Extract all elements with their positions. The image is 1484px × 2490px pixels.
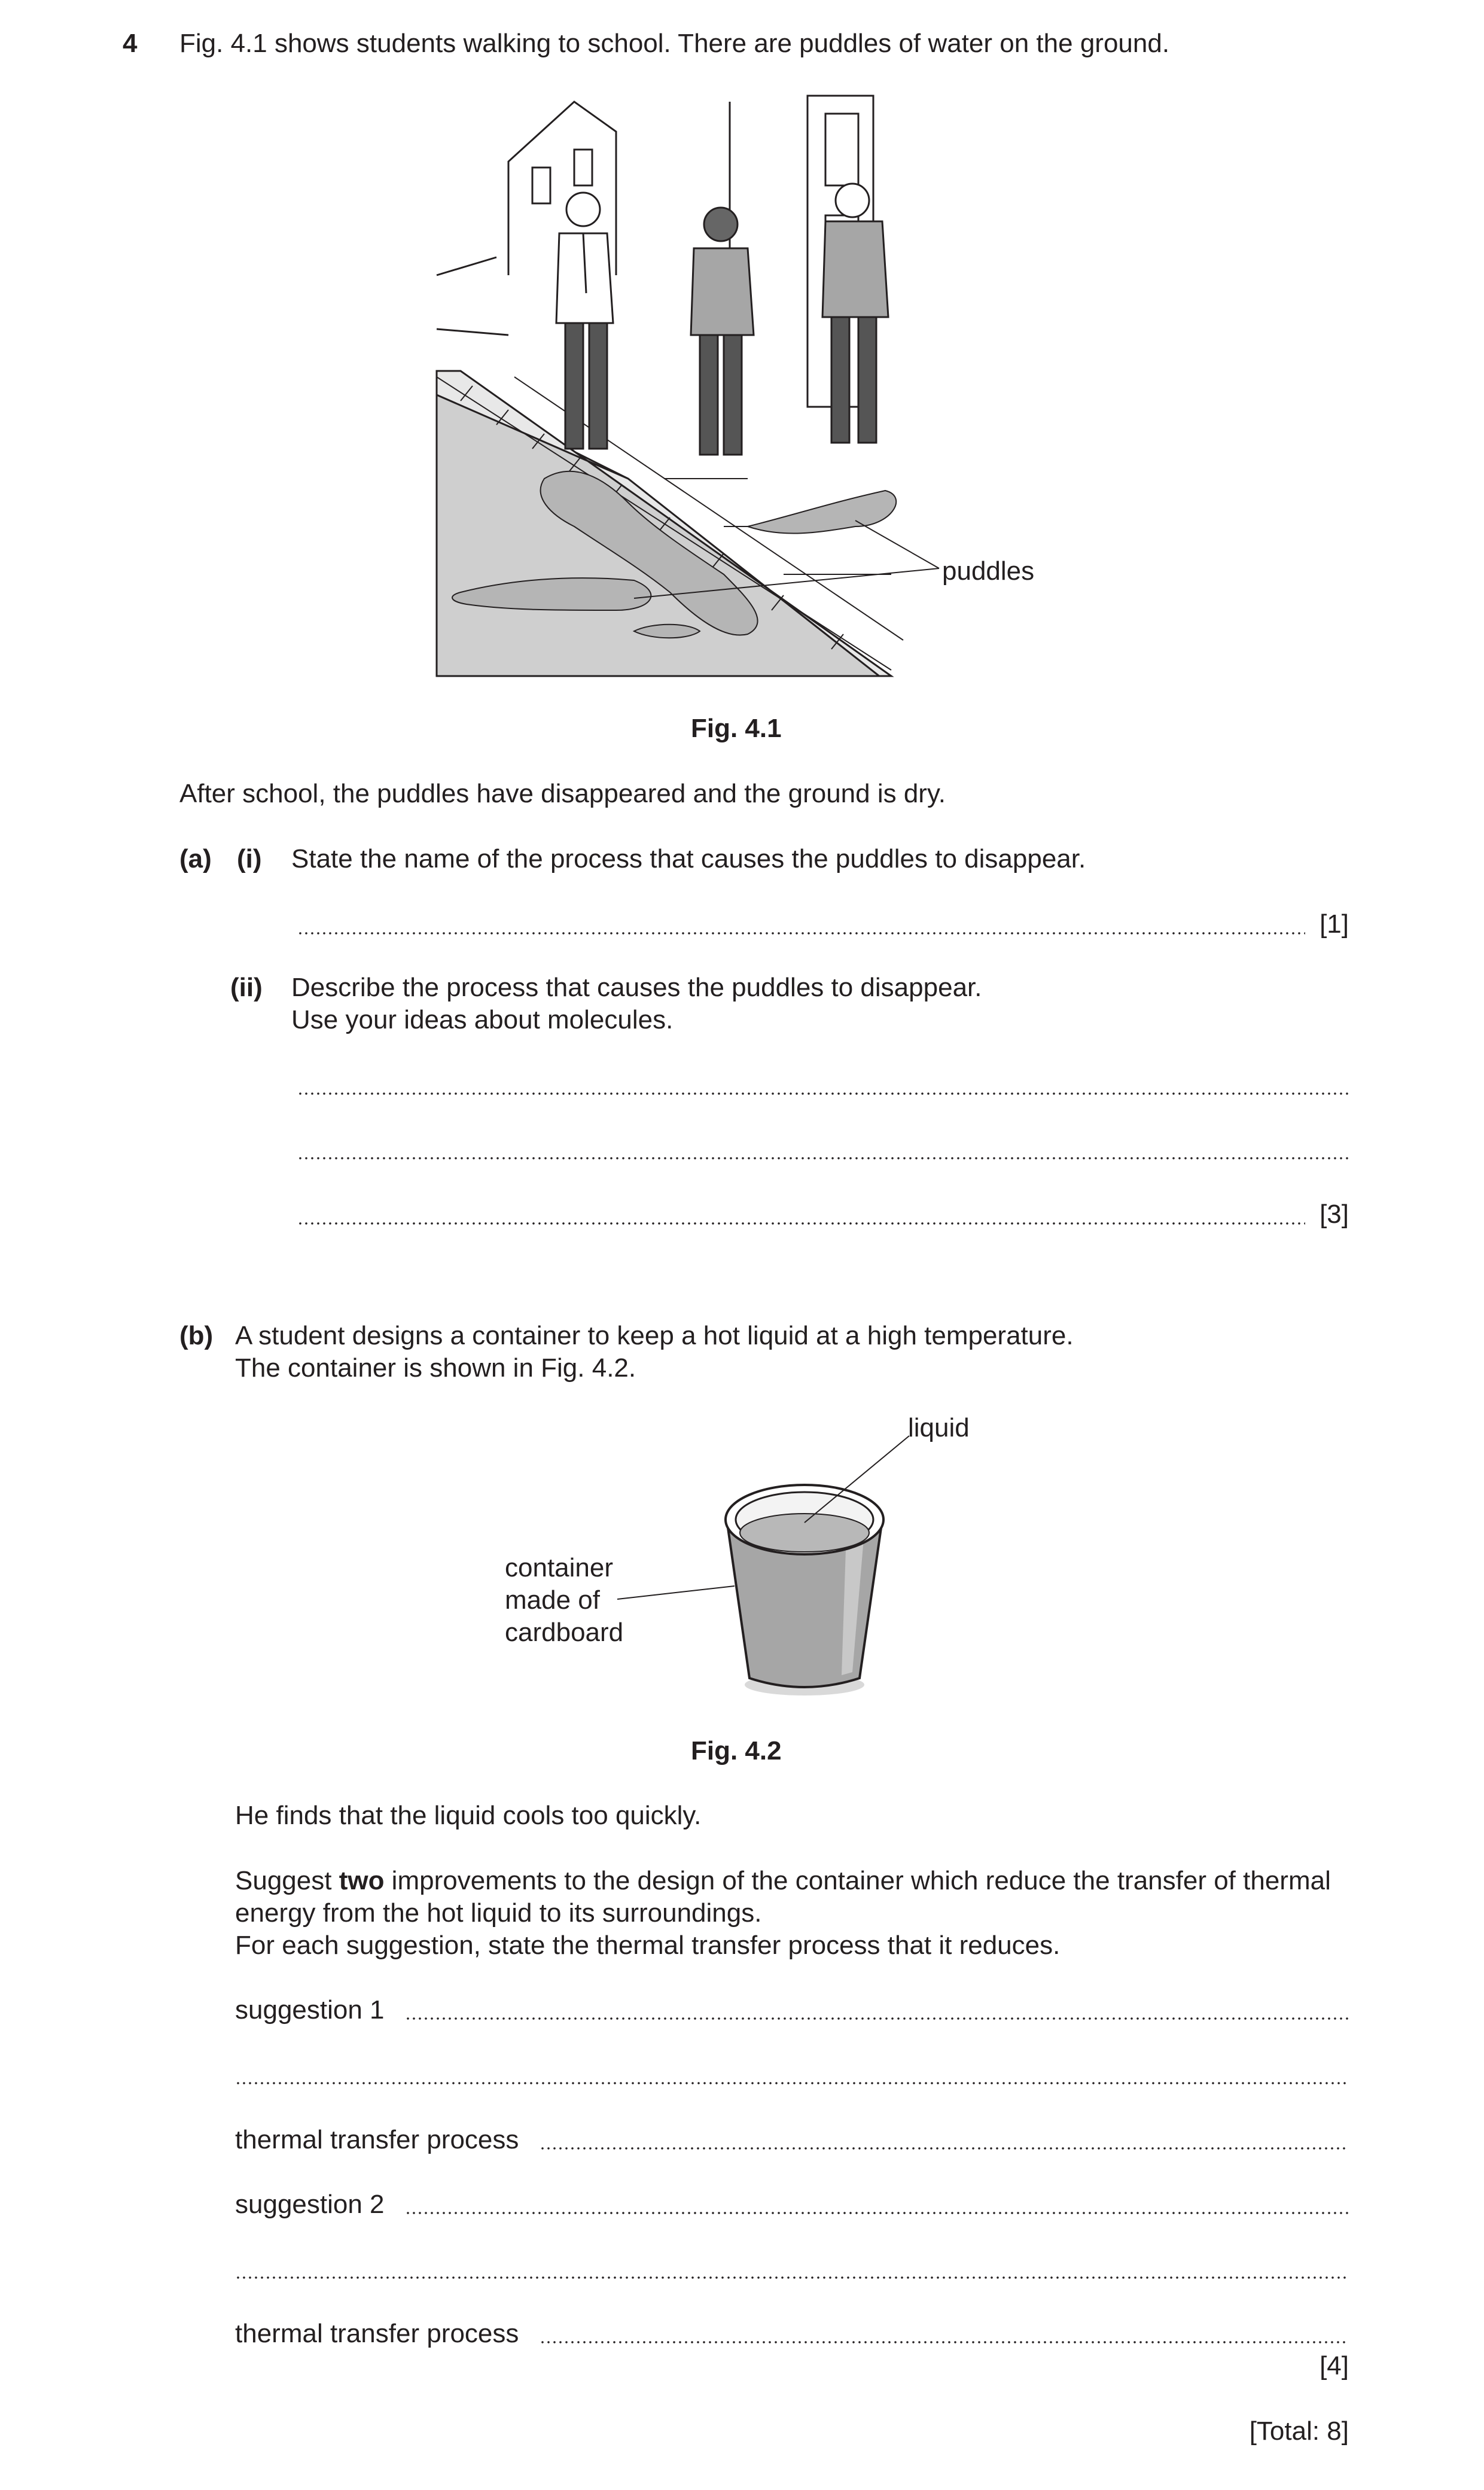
part-a-ii-text-1: Describe the process that causes the puddles to disappear. bbox=[291, 973, 982, 1002]
container-label-1: container bbox=[505, 1553, 614, 1582]
question-intro: Fig. 4.1 shows students walking to school. There are puddles of water on the ground. bbox=[179, 29, 1170, 58]
finding-text: He finds that the liquid cools too quickly. bbox=[235, 1801, 702, 1830]
after-school-text: After school, the puddles have disappeared and the ground is dry. bbox=[179, 779, 946, 808]
mark-a-i: [1] bbox=[1320, 909, 1349, 939]
part-b-label: (b) bbox=[179, 1321, 214, 1350]
part-a-label: (a) bbox=[179, 844, 212, 873]
suggestion-2-label: suggestion 2 bbox=[235, 2190, 385, 2219]
answer-line-process-1[interactable] bbox=[540, 2147, 1349, 2150]
question-number: 4 bbox=[123, 29, 138, 58]
suggest-bold: two bbox=[339, 1866, 385, 1895]
answer-line-suggestion-1b[interactable] bbox=[235, 2082, 1349, 2084]
container-label-3: cardboard bbox=[505, 1618, 624, 1647]
part-a-i-text: State the name of the process that causes the puddles to disappear. bbox=[291, 844, 1086, 873]
container-label-2: made of bbox=[505, 1585, 600, 1615]
suggest-post: improvements to the design of the container which reduce the transfer of thermal bbox=[384, 1866, 1331, 1895]
puddles-label: puddles bbox=[942, 556, 1035, 586]
part-b-text-1: A student designs a container to keep a hot liquid at a high temperature. bbox=[235, 1321, 1074, 1350]
mark-a-ii: [3] bbox=[1320, 1200, 1349, 1229]
part-a-ii-text-2: Use your ideas about molecules. bbox=[291, 1005, 674, 1034]
part-a-i-label: (i) bbox=[237, 844, 262, 873]
answer-line-suggestion-1[interactable] bbox=[405, 2017, 1349, 2020]
suggest-pre: Suggest bbox=[235, 1866, 339, 1895]
suggest-text-1 bbox=[235, 1865, 1331, 1897]
answer-line-suggestion-2[interactable] bbox=[405, 2212, 1349, 2214]
liquid-label: liquid bbox=[908, 1413, 970, 1442]
answer-line-suggestion-2b[interactable] bbox=[235, 2276, 1349, 2279]
process-1-label: thermal transfer process bbox=[235, 2125, 519, 2154]
fig-4-2-caption: Fig. 4.2 bbox=[691, 1736, 782, 1765]
suggest-text-2: energy from the hot liquid to its surroundings. bbox=[235, 1898, 762, 1928]
process-2-label: thermal transfer process bbox=[235, 2319, 519, 2348]
fig-4-1-caption: Fig. 4.1 bbox=[691, 714, 782, 743]
mark-b: [4] bbox=[1320, 2351, 1349, 2381]
answer-line-process-2[interactable] bbox=[540, 2341, 1349, 2343]
total-mark: [Total: 8] bbox=[1249, 2416, 1349, 2446]
suggestion-1-label: suggestion 1 bbox=[235, 1995, 385, 2025]
part-a-ii-label: (ii) bbox=[230, 973, 263, 1002]
part-b-text-2: The container is shown in Fig. 4.2. bbox=[235, 1353, 636, 1383]
suggest-text-3: For each suggestion, state the thermal transfer process that it reduces. bbox=[235, 1931, 1061, 1960]
